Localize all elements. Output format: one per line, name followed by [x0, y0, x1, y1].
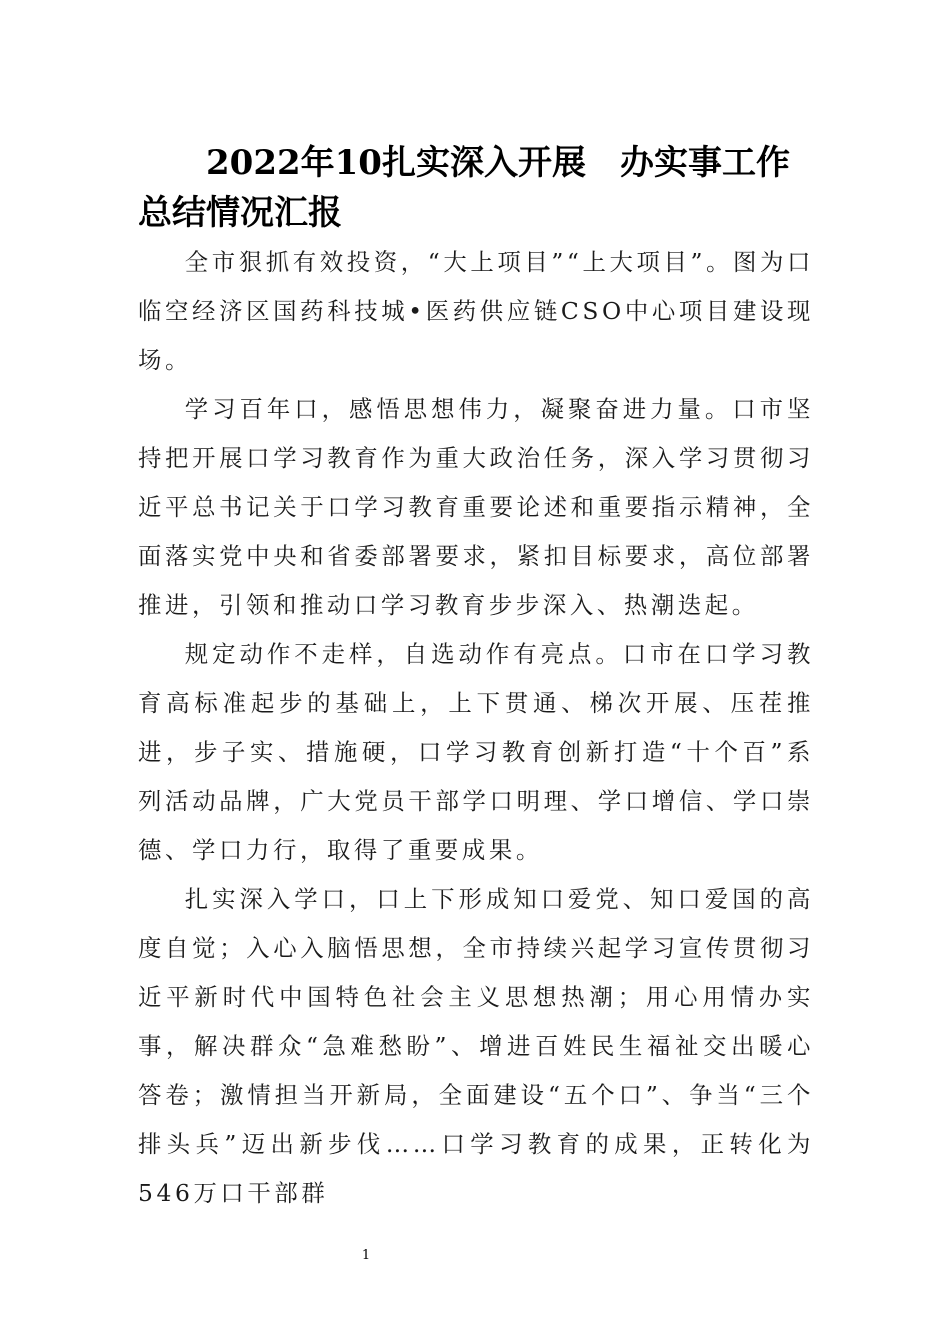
- document-title: 2022年10扎实深入开展 办实事工作总结情况汇报: [138, 143, 790, 233]
- paragraph: 扎实深入学口，口上下形成知口爱党、知口爱国的高度自觉；入心入脑悟思想，全市持续兴起学习宣传贯彻习近平新时代中国特色社会主义思想热潮；用心用情办实事，解决群众“急难愁盼”、增进百姓民生福祉交出暖心答卷；激情担当开新局，全面建设“五个口”、争当“三个排头兵”迈出新步伐……口学习教育的成果，正转化为546万口干部群: [138, 885, 814, 1207]
- document-body: [138, 238, 814, 1218]
- paragraph: 学习百年口，感悟思想伟力，凝聚奋进力量。口市坚持把开展口学习教育作为重大政治任务，深入学习贯彻习近平总书记关于口学习教育重要论述和重要指示精神，全面落实党中央和省委部署要求，紧扣目标要求，高位部署推进，引领和推动口学习教育步步深入、热潮迭起。: [138, 395, 814, 619]
- paragraph: 全市狠抓有效投资，“大上项目”“上大项目”。图为口临空经济区国药科技城•医药供应链CSO中心项目建设现场。: [138, 248, 814, 374]
- paragraph: 规定动作不走样，自选动作有亮点。口市在口学习教育高标准起步的基础上，上下贯通、梯次开展、压茬推进，步子实、措施硬，口学习教育创新打造“十个百”系列活动品牌，广大党员干部学口明理、学口增信、学口崇德、学口力行，取得了重要成果。: [138, 640, 814, 864]
- page-number: 1: [361, 1248, 371, 1263]
